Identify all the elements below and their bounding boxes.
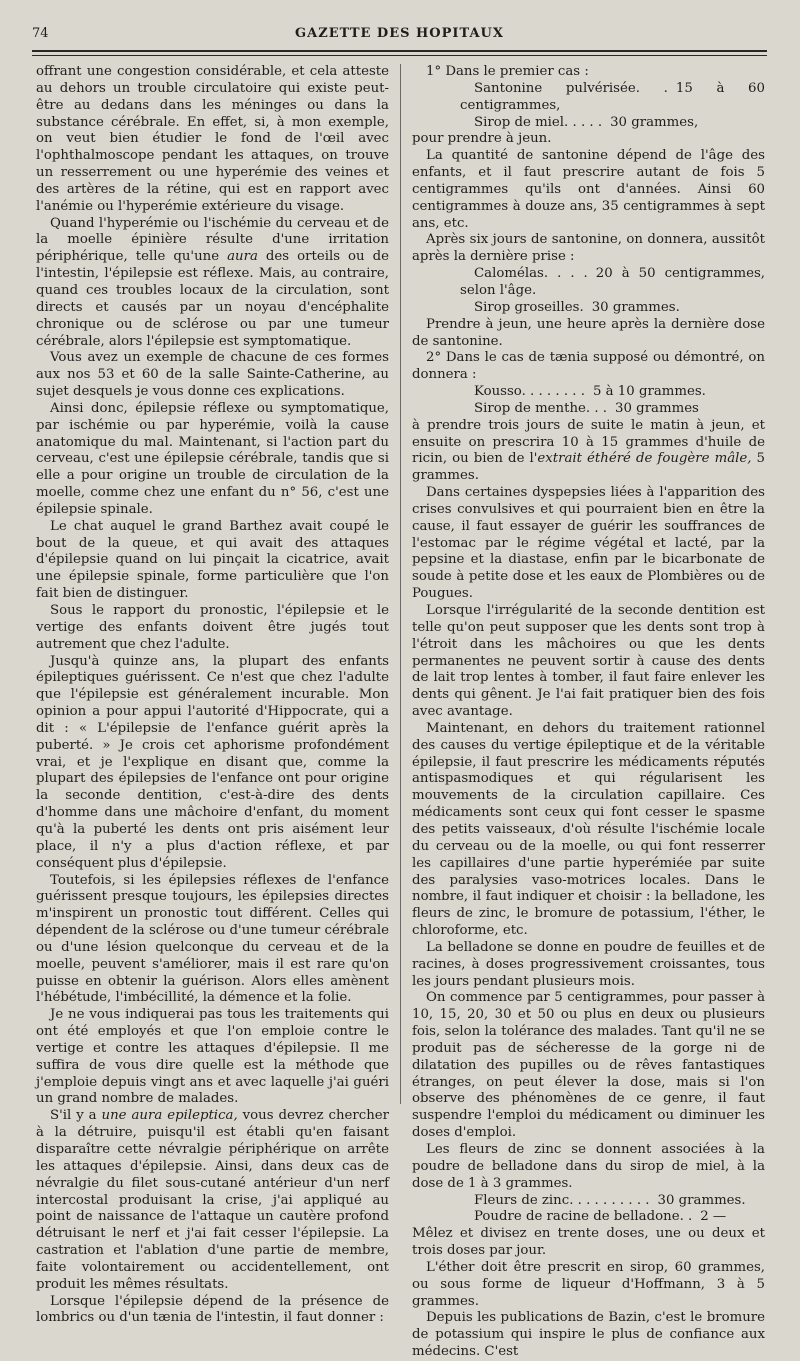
paragraph: Le chat auquel le grand Barthez avait coupé le bout de la queue, et qui avait des attaques d'épilepsie quand on lui pinçait la cicatrice, avait une épilepsie spinale, forme particulière que l'on fait bien de distinguer. (36, 518, 389, 602)
paragraph: Dans certaines dyspepsies liées à l'apparition des crises convulsives et qui pourraient bien en être la cause, il faut essayer de guérir les souffrances de l'estomac par le régime végétal et lacté, par la pepsine et la diastase, enfin par le bicarbonate de soude à petite dose et les eaux de Plombières ou de Pougues. (412, 485, 765, 602)
paragraph: Sous le rapport du pronostic, l'épilepsie et le vertige des enfants doivent être jugés tout autrement que chez l'adulte. (36, 603, 389, 652)
paragraph: Depuis les publications de Bazin, c'est le bromure de potassium qui inspire le plus de confiance aux médecins. C'est (412, 1310, 765, 1360)
paragraph: Vous avez un exemple de chacune de ces formes aux nos 53 et 60 de la salle Sainte-Catherine, au sujet desquels je vous donne ces explications. (36, 350, 389, 400)
paragraph: Quand l'hyperémie ou l'ischémie du cerveau et de la moelle épinière résulte d'une irritation périphérique, telle qu'une aura des orteils ou de l'intestin, l'épilepsie est réflexe. Mais, au contraire, quand ces troubles locaux de la circulation, sont directs et causés par un noyau d'encéphalite chronique ou de sclérose ou par une tumeur cérébrale, alors l'épilepsie est symptomatique. (36, 215, 390, 349)
case-heading: 2° Dans le cas de tænia supposé ou démontré, on donnera : (412, 350, 765, 383)
paragraph: L'éther doit être prescrit en sirop, 60 grammes, ou sous forme de liqueur d'Hoffmann, 3 à 5 grammes. (412, 1259, 765, 1309)
prescription-line: Sirop de menthe. . . 30 grammes (474, 400, 699, 416)
paragraph: S'il y a une aura epileptica, vous devrez chercher à la détruire, puisqu'il est établi qu'en faisant disparaître cette névralgie périphérique on arrête les attaques d'épilepsie. Ainsi, dans deux cas de névralgie du filet sous-cutané antérieur d'un nerf intercostal produisant la crise, j'ai appliqué au point de naissance de l'attaque un cautère profond détruisant le nerf et j'ai fait cesser l'épilepsie. La castration et l'ablation d'une partie de membre, faite volontairement ou accidentellement, ont produit les mêmes résultats. (36, 1108, 389, 1292)
paragraph: On commence par 5 centigrammes, pour passer à 10, 15, 20, 30 et 50 ou plus en deux ou plusieurs fois, selon la tolérance des malades. Tant qu'il ne se produit pas de sécheresse de la gorge ni de dilatation des pupilles ou de rêves fantastiques étranges, on peut élever la dose, mais si l'on observe des phénomènes de ce genre, il faut suspendre l'emploi du médicament ou diminuer les doses d'emploi. (412, 990, 765, 1141)
paragraph: Toutefois, si les épilepsies réflexes de l'enfance guérissent presque toujours, les épilepsies directes m'inspirent un pronostic tout différent. Celles qui dépendent de la sclérose ou d'une tumeur cérébrale ou d'une lésion quelconque du cerveau et de la moelle, peuvent s'améliorer, mais il est rare qu'on puisse en obtenir la guérison. Alors elles amènent l'hébétude, l'imbécillité, la démence et la folie. (36, 872, 389, 1006)
paragraph: Lorsque l'épilepsie dépend de la présence de lombrics ou d'un tænia de l'intestin, il faut donner : (36, 1293, 389, 1326)
header-rule-thick (32, 50, 767, 52)
prescription-line: Santonine pulvérisée. . 15 à 60 centigrammes, (460, 80, 765, 113)
paragraph: Lorsque l'irrégularité de la seconde dentition est telle qu'on peut supposer que les dents sont trop à l'étroit dans les mâchoires ou que les dents permanentes ne peuvent sortir à cause des dents de lait trop lentes à tomber, il faut faire enlever les dents qui gênent. Je l'ai fait pratiquer bien des fois avec avantage. (412, 603, 765, 720)
page-header (32, 26, 767, 48)
right-column (412, 64, 765, 1361)
prescription-line: Sirop groseilles. 30 grammes. (474, 299, 680, 315)
paragraph: pour prendre à jeun. (412, 131, 552, 147)
paragraph: Jusqu'à quinze ans, la plupart des enfants épileptiques guérissent. Ce n'est que chez l'adulte que l'épilepsie est généralement incurable. Mon opinion a pour appui l'autorité d'Hippocrate, qui a dit : « L'épilepsie de l'enfance guérit après la puberté. » Je crois cet aphorisme profondément vrai, et je l'explique en disant que, comme la plupart des épilepsies de l'enfance ont pour origine la seconde dentition, c'est-à-dire des dents d'homme dans une mâchoire d'enfant, du moment qu'à la puberté les dents ont pris aisément leur place, il n'y a plus d'action réflexe, et par conséquent plus d'épilepsie. (36, 653, 389, 871)
paragraph: Prendre à jeun, une heure après la dernière dose de santonine. (412, 316, 765, 349)
paragraph: Je ne vous indiquerai pas tous les traitements qui ont été employés et que l'on emploie contre le vertige et contre les attaques d'épilepsie. Il me suffira de vous dire quelle est la méthode que j'emploie depuis vingt ans et avec laquelle j'ai guéri un grand nombre de malades. (36, 1007, 389, 1107)
prescription-line: Poudre de racine de belladone. . 2 — (474, 1209, 727, 1225)
paragraph: La belladone se donne en poudre de feuilles et de racines, à doses progressivement croissantes, tous les jours pendant plusieurs mois. (412, 939, 765, 989)
paragraph: La quantité de santonine dépend de l'âge des enfants, et il faut prescrire autant de fois 5 centigrammes qu'ils ont d'années. Ainsi 60 centigrammes à douze ans, 35 centigrammes à sept ans, etc. (412, 148, 765, 231)
page-number: 74 (32, 26, 49, 41)
case-heading: 1° Dans le premier cas : (426, 64, 589, 79)
prescription-line: Calomélas. . . . 20 à 50 centigrammes, selon l'âge. (460, 266, 765, 298)
paragraph: Après six jours de santonine, on donnera, aussitôt après la dernière prise : (412, 232, 765, 265)
paragraph: offrant une congestion considérable, et cela atteste au dehors un trouble circulatoire qui existe peut-être au dedans dans les méninges ou dans la substance cérébrale. En effet, si, à mon exemple, on veut bien étudier le fond de l'œil avec l'ophthalmoscope pendant les attaques, on trouve un resserrement ou une hyperémie des veines et des artères de la rétine, qui est en rapport avec l'anémie ou l'hyperémie extérieure du visage. (36, 64, 389, 214)
paragraph: Maintenant, en dehors du traitement rationnel des causes du vertige épileptique et de la véritable épilepsie, il faut prescrire les médicaments réputés antispasmodiques et qui régularisent les mouvements de la circulation capillaire. Ces médicaments sont ceux qui font cesser le spasme des petits vaisseaux, d'où résulte l'ischémie locale du cerveau ou de la moelle, ou qui font resserrer les capillaires d'une partie hyperémiée par suite des paralysies vaso-motrices locales. Dans le nombre, il faut indiquer et choisir : la belladone, les fleurs de zinc, le bromure de potassium, l'éther, le chloroforme, etc. (412, 720, 765, 939)
prescription-line: Kousso. . . . . . . . 5 à 10 grammes. (474, 384, 706, 400)
paragraph: à prendre trois jours de suite le matin à jeun, et ensuite on prescrira 10 à 15 grammes d'huile de ricin, ou bien de l'extrait éthéré de fougère mâle, 5 grammes. (412, 417, 766, 484)
paragraph: Mêlez et divisez en trente doses, une ou deux et trois doses par jour. (412, 1226, 765, 1259)
column-divider (400, 64, 401, 1104)
header-rule-thin (32, 55, 767, 56)
journal-title: GAZETTE DES HOPITAUX (295, 26, 504, 41)
prescription-line: Sirop de miel. . . . . 30 grammes, (474, 114, 699, 130)
prescription-line: Fleurs de zinc. . . . . . . . . . 30 grammes. (474, 1192, 746, 1208)
paragraph: Les fleurs de zinc se donnent associées à la poudre de belladone dans du sirop de miel, à la dose de 1 à 3 grammes. (412, 1142, 765, 1191)
left-column (36, 64, 389, 1327)
paragraph: Ainsi donc, épilepsie réflexe ou symptomatique, par ischémie ou par hyperémie, voilà la cause anatomique du mal. Maintenant, si l'action part du cerveau, c'est une épilepsie cérébrale, tandis que si elle a pour origine un trouble de circulation de la moelle, comme chez une enfant du n° 56, c'est une épilepsie spinale. (36, 400, 389, 517)
